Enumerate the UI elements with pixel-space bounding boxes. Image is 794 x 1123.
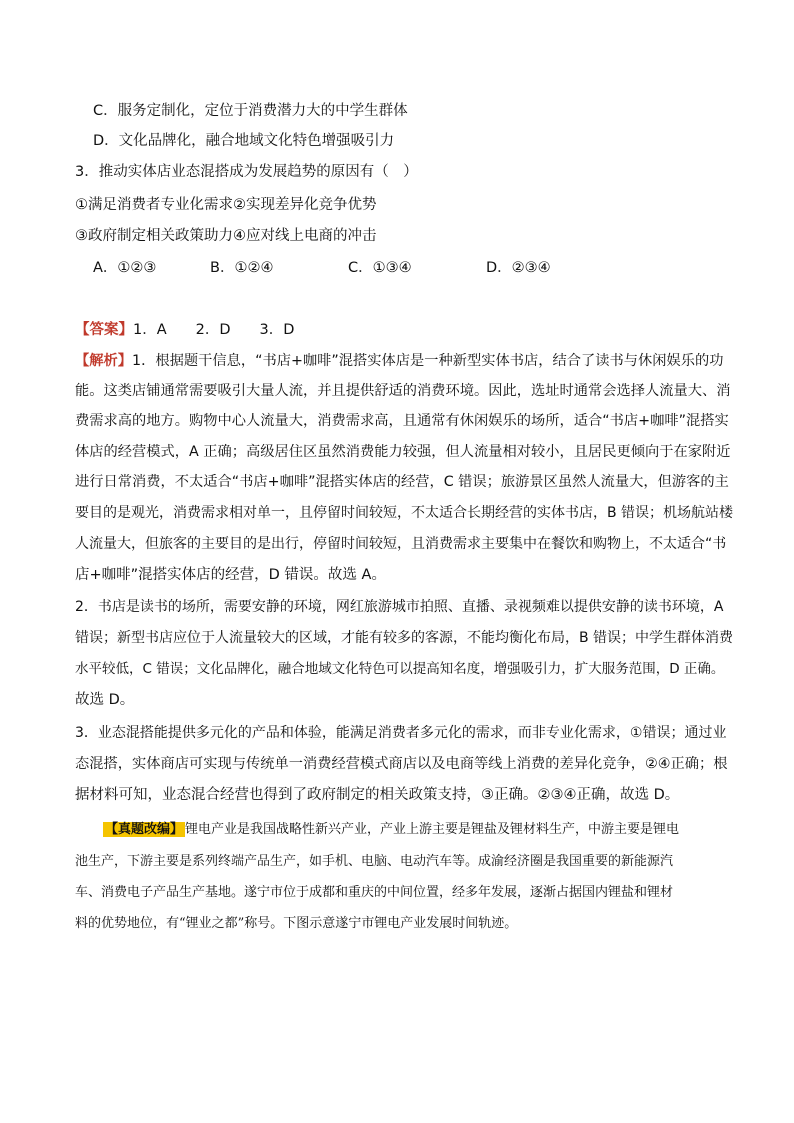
analysis-p1-line-5: 进行日常消费，不太适合“书店+咖啡”混搭实体店的经营，C 错误；旅游景区虽然人流量大，但游客的主	[75, 474, 729, 490]
option-c: C．服务定制化，定位于消费潜力大的中学生群体	[93, 103, 408, 119]
analysis-p3-line-3: 据材料可知，业态混合经营也得到了政府制定的相关政策支持，③正确。②③④正确，故选 D。	[75, 787, 680, 803]
material-line-2: 池生产，下游主要是系列终端产品生产，如手机、电脑、电动汽车等。成渝经济圈是我国重要的新能源汽	[75, 854, 674, 869]
question-3-statement-line-2: ③政府制定相关政策助力④应对线上电商的冲击	[75, 228, 377, 244]
analysis-p1-line-4: 体店的经营模式，A 正确；高级居住区虽然消费能力较强，但人流量相对较小，且居民更倾向于在家附近	[75, 444, 731, 460]
choice-d: D．②③④	[486, 260, 551, 276]
analysis-p2-line-3: 水平较低，C 错误；文化品牌化，融合地域文化特色可以提高知名度，增强吸引力，扩大服务范围，D 正确。	[75, 661, 725, 677]
analysis-p1-line-3: 费需求高的地方。购物中心人流量大，消费需求高，且通常有休闲娱乐的场所，适合“书店+咖啡”混搭实	[75, 413, 729, 429]
analysis-p2-line-4: 故选 D。	[75, 692, 135, 708]
question-3-stem: 3．推动实体店业态混搭成为发展趋势的原因有（ ）	[75, 164, 418, 180]
analysis-text: 1．根据题干信息，“书店+咖啡”混搭实体店是一种新型实体书店，结合了读书与休闲娱乐的功	[132, 353, 724, 369]
choice-b: B．①②④	[210, 260, 274, 276]
analysis-p1-line-8: 店+咖啡”混搭实体店的经营，D 错误。故选 A。	[75, 567, 386, 583]
answer-label: 【答案】	[75, 322, 133, 338]
choice-a: A．①②③	[93, 260, 157, 276]
option-d: D．文化品牌化，融合地域文化特色增强吸引力	[93, 133, 395, 149]
question-3-statement-line-1: ①满足消费者专业化需求②实现差异化竞争优势	[75, 197, 377, 213]
answer-text: 1．A 2．D 3．D	[133, 322, 295, 338]
analysis-label: 【解析】	[75, 353, 133, 369]
analysis-p3-line-1: 3．业态混搭能提供多元化的产品和体验，能满足消费者多元化的需求，而非专业化需求，①错误；通过业	[75, 725, 727, 741]
analysis-p3-line-2: 态混搭，实体商店可实现与传统单一消费经营模式商店以及电商等线上消费的差异化竞争，②④正确；根	[75, 756, 728, 772]
material-line-1	[103, 820, 679, 840]
analysis-p2-line-2: 错误；新型书店应位于人流量较大的区域，才能有较多的客源，不能均衡化布局，B 错误；中学生群体消费	[75, 630, 734, 646]
material-tag: 【真题改编】	[105, 822, 184, 837]
material-line-4: 料的优势地位，有“锂业之都”称号。下图示意遂宁市锂电产业发展时间轨迹。	[75, 916, 518, 931]
analysis-p1-line-7: 人流量大，但旅客的主要目的是出行，停留时间较短，且消费需求主要集中在餐饮和购物上，不太适合“书	[75, 536, 727, 552]
analysis-p2-line-1: 2．书店是读书的场所，需要安静的环境，网红旅游城市拍照、直播、录视频难以提供安静的读书环境，A	[75, 599, 724, 615]
answer-line	[75, 320, 294, 340]
material-line-3: 车、消费电子产品生产基地。遂宁市位于成都和重庆的中间位置，经多年发展，逐渐占据国内锂盐和锂材	[75, 885, 674, 900]
analysis-p1-line-6: 要目的是观光，消费需求相对单一，且停留时间较短，不太适合长期经营的实体书店，B 错误；机场航站楼	[75, 505, 734, 521]
choice-c: C．①③④	[348, 260, 412, 276]
material-text: 锂电产业是我国战略性新兴产业，产业上游主要是锂盐及锂材料生产，中游主要是锂电	[185, 822, 680, 837]
analysis-p1-line-2: 能。这类店铺通常需要吸引大量人流，并且提供舒适的消费环境。因此，选址时通常会选择人流量大、消	[75, 383, 731, 399]
analysis-p1-line-1	[75, 351, 724, 371]
